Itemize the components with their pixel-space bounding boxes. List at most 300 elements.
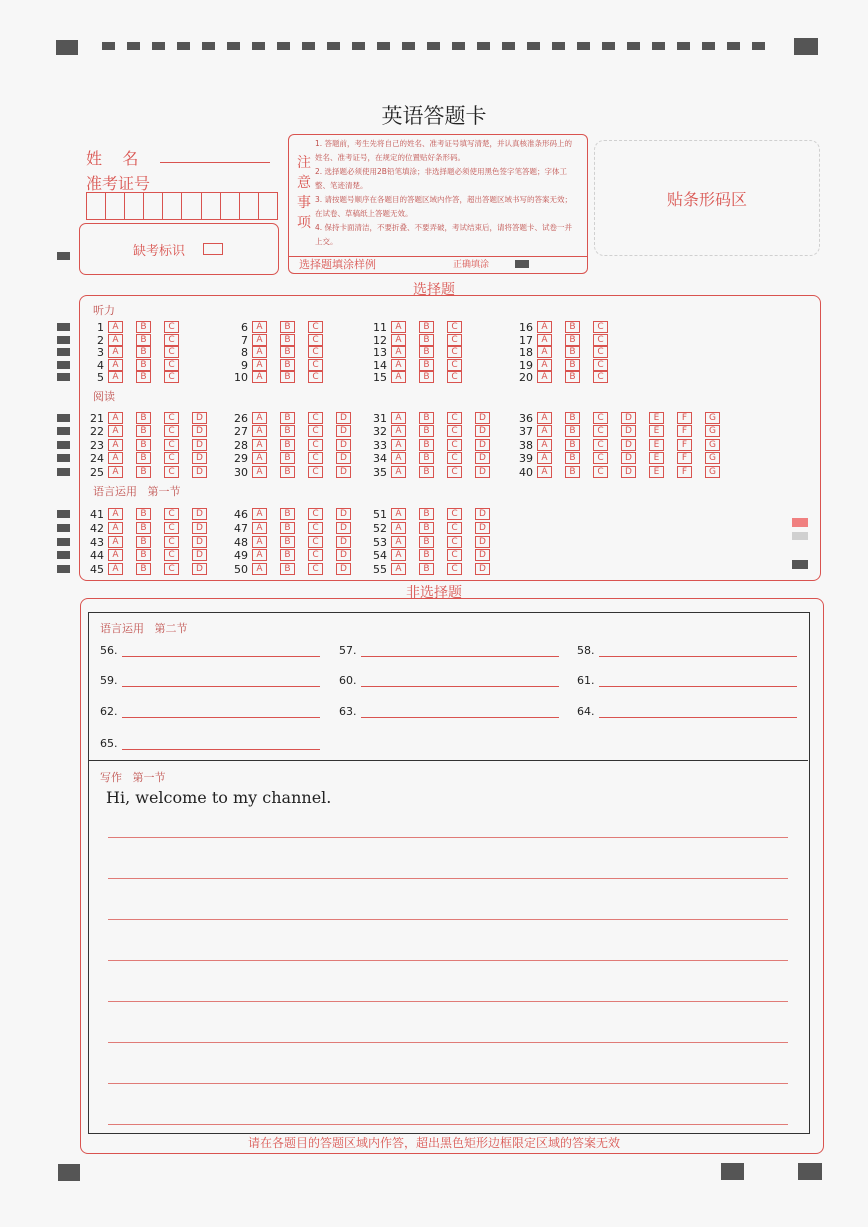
option-bubble-g[interactable]: G [705, 466, 720, 478]
option-bubble-d[interactable]: D [336, 466, 351, 478]
option-bubble-b[interactable]: B [565, 371, 580, 383]
option-bubble-b[interactable]: B [136, 346, 151, 358]
option-bubble-a[interactable]: A [108, 334, 123, 346]
option-bubble-a[interactable]: A [391, 346, 406, 358]
option-bubble-a[interactable]: A [108, 412, 123, 424]
question-number: 31 [373, 411, 387, 425]
option-bubble-a[interactable]: A [108, 466, 123, 478]
row-timing-mark [57, 538, 70, 546]
option-bubble-c[interactable]: C [447, 563, 462, 575]
writing-line[interactable] [108, 1042, 788, 1043]
option-bubble-d[interactable]: D [192, 412, 207, 424]
barcode-area: 贴条形码区 [594, 140, 820, 256]
question-row [226, 549, 351, 561]
option-bubble-f[interactable]: F [677, 439, 692, 451]
row-timing-mark [57, 454, 70, 462]
question-row [511, 466, 720, 478]
option-bubble-a[interactable]: A [391, 563, 406, 575]
question-row [82, 549, 207, 561]
option-bubble-a[interactable]: A [252, 371, 267, 383]
option-bubble-c[interactable]: C [164, 321, 179, 333]
option-bubble-b[interactable]: B [280, 508, 295, 520]
option-bubble-a[interactable]: A [108, 371, 123, 383]
reading-label: 阅读 [93, 390, 115, 403]
fill-blank[interactable] [339, 674, 357, 687]
writing-line[interactable] [108, 1083, 788, 1084]
option-bubble-c[interactable]: C [447, 321, 462, 333]
option-bubble-c[interactable]: C [164, 563, 179, 575]
option-bubble-c[interactable]: C [308, 321, 323, 333]
option-bubble-c[interactable]: C [593, 321, 608, 333]
option-bubble-b[interactable]: B [136, 425, 151, 437]
option-bubble-b[interactable]: B [280, 359, 295, 371]
question-number: 36 [519, 411, 533, 425]
corner-mark-top-right [794, 38, 818, 55]
option-bubble-b[interactable]: B [280, 549, 295, 561]
option-bubble-c[interactable]: C [447, 549, 462, 561]
option-bubble-d[interactable]: D [475, 452, 490, 464]
option-bubble-c[interactable]: C [308, 522, 323, 534]
question-number: 25 [90, 465, 104, 479]
question-row [511, 452, 720, 464]
option-bubble-b[interactable]: B [280, 371, 295, 383]
option-bubble-b[interactable]: B [280, 346, 295, 358]
corner-mark-top-left [56, 40, 78, 55]
option-bubble-b[interactable]: B [136, 334, 151, 346]
question-row [82, 412, 207, 424]
option-bubble-b[interactable]: B [419, 425, 434, 437]
option-bubble-a[interactable]: A [391, 334, 406, 346]
option-bubble-a[interactable]: A [391, 452, 406, 464]
option-bubble-a[interactable]: A [391, 439, 406, 451]
option-bubble-c[interactable]: C [593, 452, 608, 464]
option-bubble-b[interactable]: B [565, 466, 580, 478]
option-bubble-a[interactable]: A [252, 412, 267, 424]
option-bubble-c[interactable]: C [593, 346, 608, 358]
question-row [82, 466, 207, 478]
option-bubble-b[interactable]: B [136, 439, 151, 451]
timing-mark [152, 42, 165, 50]
option-bubble-c[interactable]: C [447, 334, 462, 346]
option-bubble-c[interactable]: C [164, 346, 179, 358]
option-bubble-c[interactable]: C [447, 359, 462, 371]
option-bubble-a[interactable]: A [252, 508, 267, 520]
option-bubble-b[interactable]: B [419, 412, 434, 424]
option-bubble-a[interactable]: A [108, 321, 123, 333]
question-row [226, 334, 323, 346]
option-bubble-c[interactable]: C [164, 359, 179, 371]
exam-id-grid[interactable] [86, 192, 278, 220]
option-bubble-a[interactable]: A [108, 522, 123, 534]
option-bubble-d[interactable]: D [336, 425, 351, 437]
option-bubble-b[interactable]: B [280, 439, 295, 451]
option-bubble-b[interactable]: B [136, 522, 151, 534]
option-bubble-c[interactable]: C [308, 412, 323, 424]
fill-blank[interactable] [339, 644, 357, 657]
question-row [511, 334, 608, 346]
option-bubble-d[interactable]: D [475, 425, 490, 437]
option-bubble-d[interactable]: D [192, 452, 207, 464]
option-bubble-b[interactable]: B [419, 522, 434, 534]
option-bubble-b[interactable]: B [419, 334, 434, 346]
option-bubble-a[interactable]: A [252, 522, 267, 534]
fill-sample-row: 选择题填涂样例 正确填涂 [289, 256, 587, 273]
option-bubble-d[interactable]: D [475, 536, 490, 548]
option-bubble-a[interactable]: A [252, 359, 267, 371]
option-bubble-d[interactable]: D [192, 563, 207, 575]
blank-underline [599, 717, 797, 718]
option-bubble-a[interactable]: A [252, 321, 267, 333]
option-bubble-e[interactable]: E [649, 466, 664, 478]
option-bubble-a[interactable]: A [252, 563, 267, 575]
option-bubble-b[interactable]: B [280, 466, 295, 478]
option-bubble-c[interactable]: C [447, 466, 462, 478]
option-bubble-c[interactable]: C [164, 452, 179, 464]
timing-mark [652, 42, 665, 50]
fill-blank[interactable] [577, 674, 595, 687]
option-bubble-d[interactable]: D [475, 466, 490, 478]
option-bubble-d[interactable]: D [336, 522, 351, 534]
fill-blank[interactable] [100, 705, 118, 718]
option-bubble-a[interactable]: A [537, 466, 552, 478]
blank-underline [122, 686, 320, 687]
option-bubble-e[interactable]: E [649, 439, 664, 451]
option-bubble-c[interactable]: C [593, 359, 608, 371]
option-bubble-a[interactable]: A [391, 466, 406, 478]
option-bubble-c[interactable]: C [308, 359, 323, 371]
option-bubble-a[interactable]: A [108, 359, 123, 371]
question-number: 51 [373, 507, 387, 521]
option-bubble-d[interactable]: D [621, 425, 636, 437]
option-bubble-c[interactable]: C [593, 412, 608, 424]
corner-mark-bottom-left [58, 1164, 80, 1181]
option-bubble-g[interactable]: G [705, 425, 720, 437]
note-item: 2. 选择题必须使用2B铅笔填涂；非选择题必须使用黑色签字笔答题；字体工整、笔迹清楚。 [315, 167, 567, 190]
option-bubble-c[interactable]: C [593, 371, 608, 383]
timing-mark [452, 42, 465, 50]
option-bubble-d[interactable]: D [192, 466, 207, 478]
option-bubble-d[interactable]: D [336, 439, 351, 451]
option-bubble-c[interactable]: C [308, 346, 323, 358]
option-bubble-a[interactable]: A [252, 425, 267, 437]
option-bubble-b[interactable]: B [136, 359, 151, 371]
option-bubble-b[interactable]: B [280, 522, 295, 534]
writing-line[interactable] [108, 919, 788, 920]
question-number: 17 [519, 333, 533, 347]
question-number: 47 [234, 521, 248, 535]
option-bubble-b[interactable]: B [280, 452, 295, 464]
option-bubble-a[interactable]: A [391, 522, 406, 534]
option-bubble-d[interactable]: D [621, 466, 636, 478]
option-bubble-b[interactable]: B [136, 466, 151, 478]
option-bubble-b[interactable]: B [136, 371, 151, 383]
question-row [82, 508, 207, 520]
option-bubble-f[interactable]: F [677, 466, 692, 478]
fill-blank[interactable] [100, 674, 118, 687]
option-bubble-c[interactable]: C [308, 536, 323, 548]
question-row [365, 508, 490, 520]
question-number: 54 [373, 548, 387, 562]
writing-line[interactable] [108, 960, 788, 961]
option-bubble-b[interactable]: B [419, 371, 434, 383]
option-bubble-b[interactable]: B [419, 508, 434, 520]
option-bubble-b[interactable]: B [565, 359, 580, 371]
listening-label: 听力 [93, 304, 115, 317]
timing-mark [502, 42, 515, 50]
option-bubble-b[interactable]: B [419, 466, 434, 478]
option-bubble-f[interactable]: F [677, 412, 692, 424]
option-bubble-d[interactable]: D [475, 522, 490, 534]
option-bubble-d[interactable]: D [336, 508, 351, 520]
option-bubble-a[interactable]: A [108, 452, 123, 464]
fill-blank[interactable] [339, 705, 357, 718]
color-mark-red [792, 518, 808, 527]
option-bubble-d[interactable]: D [475, 563, 490, 575]
option-bubble-d[interactable]: D [475, 439, 490, 451]
option-bubble-a[interactable]: A [391, 549, 406, 561]
option-bubble-a[interactable]: A [537, 439, 552, 451]
option-bubble-c[interactable]: C [308, 508, 323, 520]
option-bubble-b[interactable]: B [419, 439, 434, 451]
timing-mark [327, 42, 340, 50]
option-bubble-b[interactable]: B [136, 508, 151, 520]
option-bubble-e[interactable]: E [649, 452, 664, 464]
option-bubble-c[interactable]: C [164, 522, 179, 534]
option-bubble-a[interactable]: A [108, 549, 123, 561]
option-bubble-b[interactable]: B [419, 346, 434, 358]
option-bubble-c[interactable]: C [308, 371, 323, 383]
option-bubble-g[interactable]: G [705, 452, 720, 464]
option-bubble-a[interactable]: A [108, 439, 123, 451]
writing-line[interactable] [108, 837, 788, 838]
option-bubble-c[interactable]: C [308, 334, 323, 346]
option-bubble-d[interactable]: D [336, 452, 351, 464]
option-bubble-c[interactable]: C [164, 549, 179, 561]
option-bubble-c[interactable]: C [447, 522, 462, 534]
option-bubble-c[interactable]: C [447, 536, 462, 548]
blank-number: 63. [339, 705, 357, 718]
option-bubble-d[interactable]: D [336, 536, 351, 548]
choice-section-title: 选择题 [413, 282, 455, 298]
option-bubble-d[interactable]: D [336, 412, 351, 424]
blank-underline [361, 656, 559, 657]
blank-underline [122, 656, 320, 657]
option-bubble-c[interactable]: C [308, 466, 323, 478]
option-bubble-d[interactable]: D [192, 549, 207, 561]
fill-blank[interactable] [577, 705, 595, 718]
option-bubble-a[interactable]: A [252, 346, 267, 358]
option-bubble-c[interactable]: C [593, 439, 608, 451]
option-bubble-b[interactable]: B [136, 452, 151, 464]
option-bubble-d[interactable]: D [336, 563, 351, 575]
question-number: 11 [373, 320, 387, 334]
option-bubble-b[interactable]: B [565, 321, 580, 333]
option-bubble-d[interactable]: D [621, 439, 636, 451]
option-bubble-b[interactable]: B [565, 412, 580, 424]
option-bubble-c[interactable]: C [447, 452, 462, 464]
option-bubble-c[interactable]: C [447, 508, 462, 520]
option-bubble-b[interactable]: B [565, 439, 580, 451]
writing-line[interactable] [108, 878, 788, 879]
option-bubble-b[interactable]: B [136, 536, 151, 548]
question-row [226, 522, 351, 534]
question-number: 27 [234, 424, 248, 438]
option-bubble-c[interactable]: C [164, 334, 179, 346]
fill-blank[interactable] [100, 737, 118, 750]
option-bubble-c[interactable]: C [164, 536, 179, 548]
option-bubble-b[interactable]: B [419, 452, 434, 464]
option-bubble-a[interactable]: A [391, 508, 406, 520]
option-bubble-d[interactable]: D [192, 536, 207, 548]
option-bubble-a[interactable]: A [537, 371, 552, 383]
option-bubble-c[interactable]: C [447, 439, 462, 451]
option-bubble-b[interactable]: B [565, 334, 580, 346]
option-bubble-b[interactable]: B [280, 412, 295, 424]
writing-line[interactable] [108, 1124, 788, 1125]
option-bubble-c[interactable]: C [447, 412, 462, 424]
option-bubble-d[interactable]: D [192, 508, 207, 520]
option-bubble-a[interactable]: A [252, 439, 267, 451]
id-label: 准考证号 [86, 174, 151, 193]
option-bubble-a[interactable]: A [252, 549, 267, 561]
option-bubble-c[interactable]: C [593, 425, 608, 437]
option-bubble-a[interactable]: A [537, 425, 552, 437]
option-bubble-f[interactable]: F [677, 452, 692, 464]
option-bubble-c[interactable]: C [164, 425, 179, 437]
option-bubble-a[interactable]: A [252, 334, 267, 346]
option-bubble-a[interactable]: A [537, 321, 552, 333]
option-bubble-c[interactable]: C [164, 466, 179, 478]
option-bubble-d[interactable]: D [336, 549, 351, 561]
option-bubble-a[interactable]: A [391, 321, 406, 333]
option-bubble-a[interactable]: A [108, 563, 123, 575]
option-bubble-a[interactable]: A [391, 536, 406, 548]
option-bubble-a[interactable]: A [537, 359, 552, 371]
option-bubble-a[interactable]: A [537, 412, 552, 424]
question-number: 26 [234, 411, 248, 425]
option-bubble-b[interactable]: B [136, 321, 151, 333]
option-bubble-a[interactable]: A [252, 452, 267, 464]
option-bubble-c[interactable]: C [164, 439, 179, 451]
option-bubble-a[interactable]: A [391, 359, 406, 371]
option-bubble-a[interactable]: A [391, 425, 406, 437]
option-bubble-a[interactable]: A [537, 334, 552, 346]
timing-mark-left [57, 252, 70, 260]
option-bubble-c[interactable]: C [447, 346, 462, 358]
option-bubble-d[interactable]: D [192, 522, 207, 534]
option-bubble-a[interactable]: A [108, 425, 123, 437]
option-bubble-b[interactable]: B [565, 425, 580, 437]
option-bubble-a[interactable]: A [252, 466, 267, 478]
option-bubble-b[interactable]: B [419, 563, 434, 575]
question-row [365, 549, 490, 561]
option-bubble-a[interactable]: A [108, 536, 123, 548]
option-bubble-c[interactable]: C [447, 425, 462, 437]
absent-checkbox[interactable] [203, 243, 223, 255]
option-bubble-c[interactable]: C [164, 412, 179, 424]
option-bubble-b[interactable]: B [136, 549, 151, 561]
option-bubble-a[interactable]: A [108, 346, 123, 358]
option-bubble-a[interactable]: A [108, 508, 123, 520]
option-bubble-f[interactable]: F [677, 425, 692, 437]
option-bubble-e[interactable]: E [649, 425, 664, 437]
option-bubble-g[interactable]: G [705, 412, 720, 424]
option-bubble-d[interactable]: D [475, 549, 490, 561]
option-bubble-b[interactable]: B [280, 563, 295, 575]
name-label: 姓 名 [86, 149, 139, 168]
option-bubble-d[interactable]: D [621, 412, 636, 424]
option-bubble-b[interactable]: B [280, 321, 295, 333]
option-bubble-c[interactable]: C [308, 452, 323, 464]
blank-underline [599, 686, 797, 687]
option-bubble-d[interactable]: D [621, 452, 636, 464]
option-bubble-b[interactable]: B [136, 412, 151, 424]
option-bubble-c[interactable]: C [308, 563, 323, 575]
option-bubble-c[interactable]: C [308, 439, 323, 451]
question-number: 46 [234, 507, 248, 521]
question-number: 7 [241, 333, 248, 347]
option-bubble-g[interactable]: G [705, 439, 720, 451]
option-bubble-c[interactable]: C [593, 466, 608, 478]
option-bubble-c[interactable]: C [593, 334, 608, 346]
option-bubble-b[interactable]: B [565, 452, 580, 464]
option-bubble-c[interactable]: C [164, 508, 179, 520]
option-bubble-b[interactable]: B [136, 563, 151, 575]
option-bubble-d[interactable]: D [192, 425, 207, 437]
question-row [226, 359, 323, 371]
option-bubble-c[interactable]: C [447, 371, 462, 383]
option-bubble-b[interactable]: B [419, 549, 434, 561]
timing-mark [602, 42, 615, 50]
option-bubble-a[interactable]: A [537, 346, 552, 358]
option-bubble-b[interactable]: B [280, 425, 295, 437]
option-bubble-e[interactable]: E [649, 412, 664, 424]
question-row [82, 452, 207, 464]
question-number: 5 [97, 370, 104, 384]
question-number: 48 [234, 535, 248, 549]
option-bubble-a[interactable]: A [391, 412, 406, 424]
timing-mark [727, 42, 740, 50]
option-bubble-b[interactable]: B [419, 536, 434, 548]
option-bubble-c[interactable]: C [164, 371, 179, 383]
question-number: 40 [519, 465, 533, 479]
option-bubble-a[interactable]: A [537, 452, 552, 464]
question-number: 44 [90, 548, 104, 562]
name-line [160, 162, 270, 163]
option-bubble-a[interactable]: A [391, 371, 406, 383]
option-bubble-a[interactable]: A [252, 536, 267, 548]
question-number: 32 [373, 424, 387, 438]
blank-underline [122, 717, 320, 718]
question-number: 39 [519, 451, 533, 465]
fill-blank[interactable] [100, 644, 118, 657]
option-bubble-b[interactable]: B [419, 359, 434, 371]
writing-line[interactable] [108, 1001, 788, 1002]
option-bubble-d[interactable]: D [475, 508, 490, 520]
timing-mark [402, 42, 415, 50]
option-bubble-b[interactable]: B [565, 346, 580, 358]
option-bubble-d[interactable]: D [192, 439, 207, 451]
option-bubble-d[interactable]: D [475, 412, 490, 424]
option-bubble-b[interactable]: B [280, 334, 295, 346]
fill-blank[interactable] [577, 644, 595, 657]
question-row [365, 452, 490, 464]
option-bubble-b[interactable]: B [419, 321, 434, 333]
option-bubble-c[interactable]: C [308, 549, 323, 561]
option-bubble-c[interactable]: C [308, 425, 323, 437]
option-bubble-b[interactable]: B [280, 536, 295, 548]
notes-box [288, 134, 588, 274]
